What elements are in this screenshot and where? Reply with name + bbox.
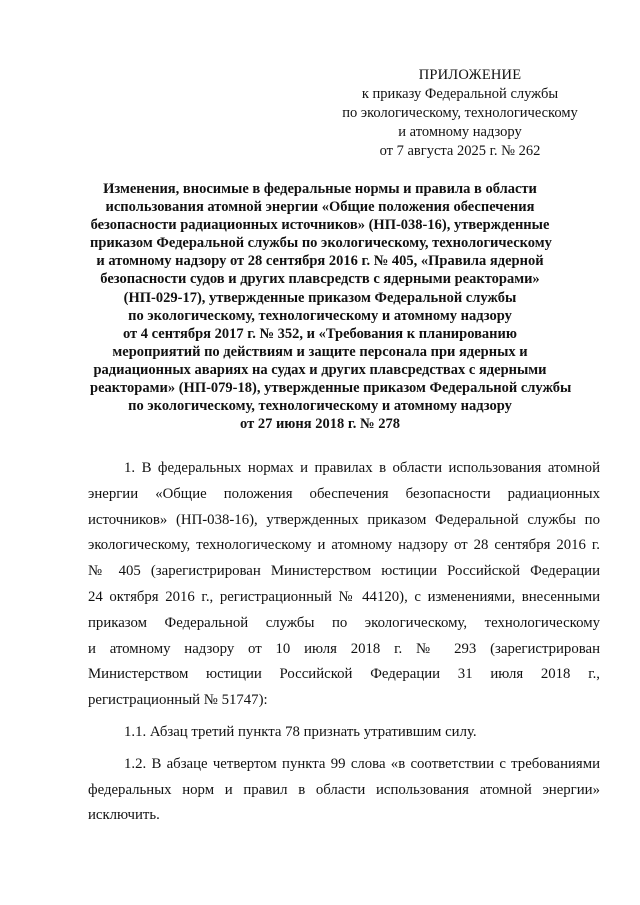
- appendix-heading: ПРИЛОЖЕНИЕ: [418, 67, 522, 83]
- document-body: [88, 456, 600, 829]
- document-title: [90, 180, 572, 433]
- title-line: радиационных авариях на судах и других плавсредствах с ядерными: [93, 361, 547, 378]
- title-line: от 27 июня 2018 г. № 278: [240, 416, 400, 433]
- paragraph-1-1: [88, 720, 600, 746]
- body-line: федеральных норм и правил в области использования атомной энергии»: [88, 781, 600, 798]
- title-line: по экологическому, технологическому и атомному надзору: [128, 398, 512, 415]
- appendix-line: и атомному надзору: [398, 124, 522, 140]
- title-line: от 4 сентября 2017 г. № 352, и «Требования к планированию: [123, 325, 517, 342]
- appendix-block: [330, 66, 590, 161]
- body-line: 24 октября 2016 г., регистрационный № 44120), с изменениями, внесенными: [88, 588, 600, 605]
- paragraph-1-2: [88, 752, 600, 829]
- body-line: 1.1. Абзац третий пункта 78 признать утратившим силу.: [124, 723, 477, 740]
- body-line: 1.2. В абзаце четвертом пункта 99 слова «в соответствии с требованиями: [124, 755, 600, 772]
- appendix-line: к приказу Федеральной службы: [361, 86, 559, 102]
- title-line: реакторами» (НП-079-18), утвержденные приказом Федеральной службы: [90, 380, 572, 397]
- title-line: приказом Федеральной службы по экологическому, технологическому: [90, 235, 552, 252]
- title-line: безопасности судов и других плавсредств с ядерными реакторами»: [100, 271, 540, 288]
- title-line: по экологическому, технологическому и атомному надзору: [128, 307, 512, 324]
- body-line: экологическому, технологическому и атомному надзору от 28 сентября 2016 г.: [88, 537, 600, 554]
- body-line: исключить.: [88, 807, 160, 824]
- appendix-line: от 7 августа 2025 г. № 262: [379, 143, 541, 159]
- body-line: 1. В федеральных нормах и правилах в области использования атомной: [124, 460, 600, 476]
- body-line: источников» (НП-038-16), утвержденных приказом Федеральной службы по: [88, 511, 600, 528]
- paragraph-1: [88, 456, 600, 714]
- body-line: энергии «Общие положения обеспечения безопасности радиационных: [88, 485, 600, 502]
- body-line: № 405 (зарегистрирован Министерством юстиции Российской Федерации: [88, 563, 600, 580]
- title-line: мероприятий по действиям и защите персонала при ядерных и: [112, 343, 528, 360]
- body-line: приказом Федеральной службы по экологическому, технологическому: [88, 614, 600, 631]
- title-line: использования атомной энергии «Общие положения обеспечения: [105, 199, 535, 216]
- title-line: безопасности радиационных источников» (НП-038-16), утвержденные: [90, 217, 550, 234]
- title-line: и атомному надзору от 28 сентября 2016 г. № 405, «Правила ядерной: [96, 253, 544, 270]
- body-line: Министерством юстиции Российской Федерации 31 июля 2018 г.,: [88, 666, 600, 683]
- body-line: и атомному надзору от 10 июля 2018 г. № 293 (зарегистрирован: [88, 640, 600, 657]
- title-line: Изменения, вносимые в федеральные нормы и правила в области: [103, 181, 537, 197]
- appendix-line: по экологическому, технологическому: [342, 105, 578, 121]
- title-line: (НП-029-17), утвержденные приказом Федеральной службы: [123, 289, 517, 306]
- body-line: регистрационный № 51747):: [88, 692, 268, 709]
